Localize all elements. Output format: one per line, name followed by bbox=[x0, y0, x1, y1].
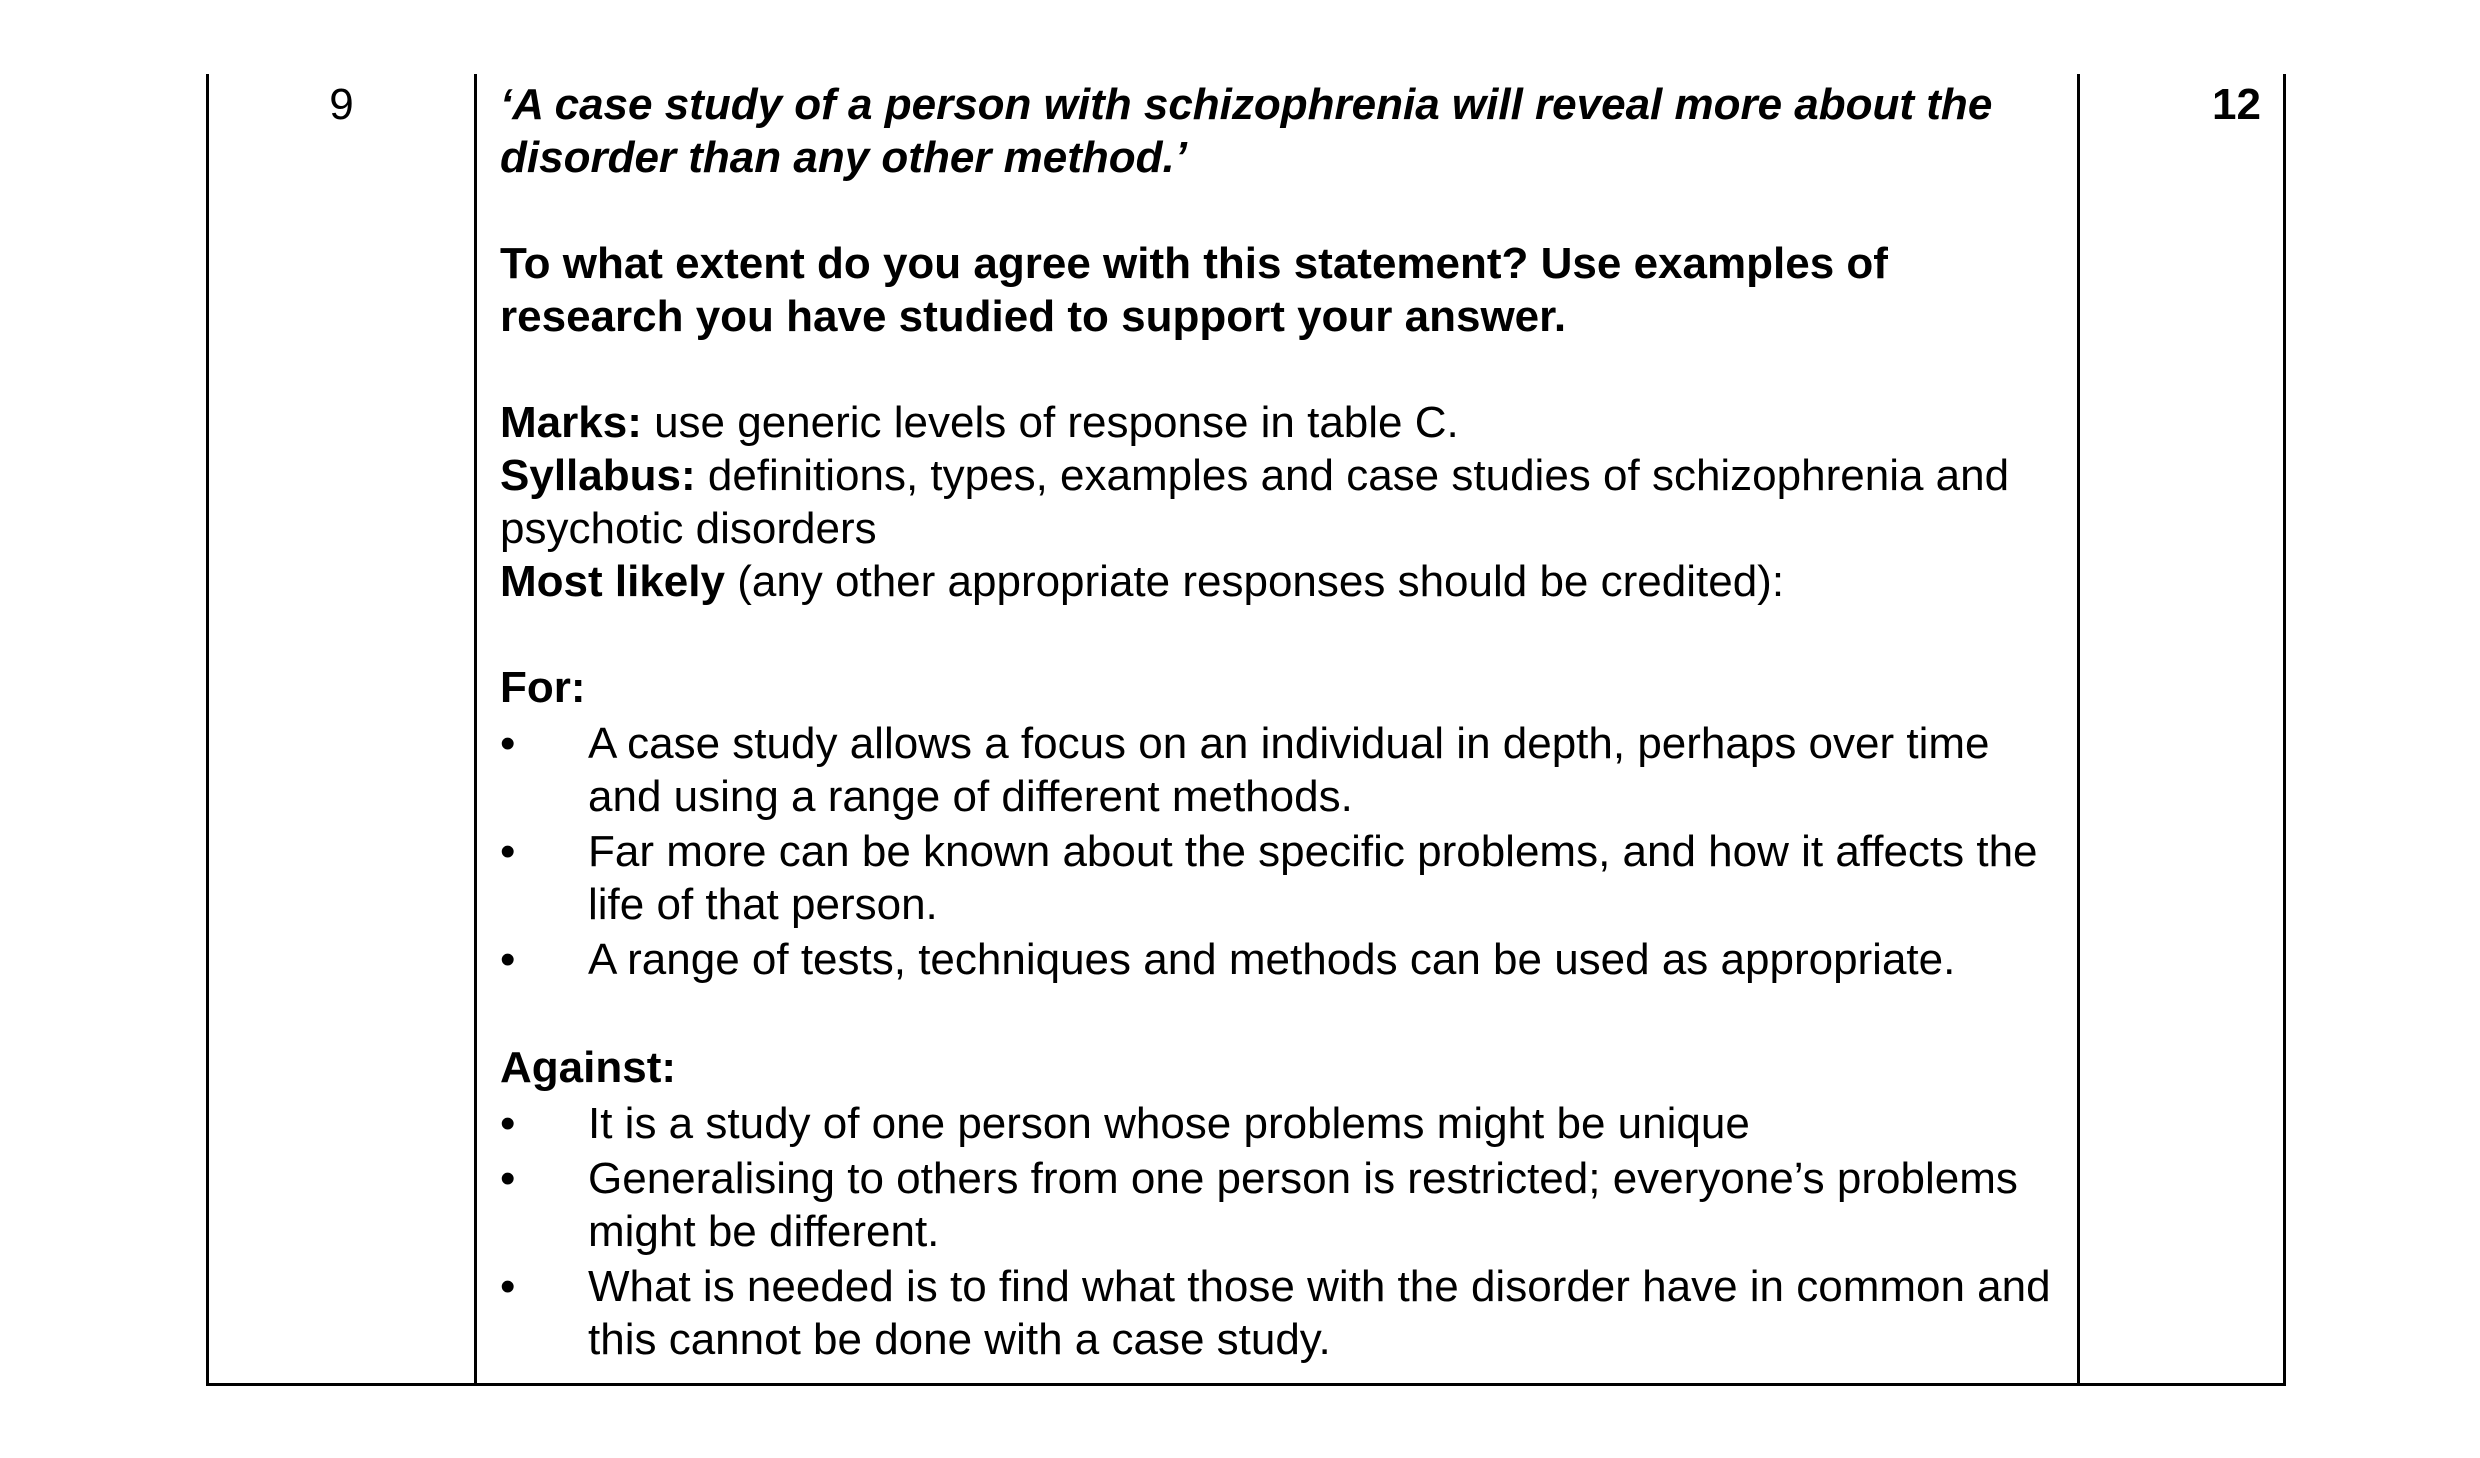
list-item bbox=[500, 1097, 2070, 1150]
syllabus-text: definitions, types, examples and case studies of schizophrenia and psychotic disorders bbox=[500, 451, 2010, 553]
list-item bbox=[500, 825, 2070, 931]
syllabus-line bbox=[500, 449, 2070, 555]
for-heading: For: bbox=[500, 663, 586, 712]
list-item bbox=[500, 1152, 2070, 1258]
total-marks: 12 bbox=[2212, 80, 2261, 129]
bullet-icon: • bbox=[500, 935, 516, 984]
column-divider bbox=[474, 74, 477, 1383]
most-likely-label: Most likely bbox=[500, 557, 725, 606]
most-likely-line bbox=[500, 555, 2070, 608]
bullet-icon: • bbox=[500, 1262, 516, 1311]
bullet-icon: • bbox=[500, 719, 516, 768]
for-list bbox=[500, 717, 2070, 986]
list-item bbox=[500, 717, 2070, 823]
most-likely-text: (any other appropriate responses should be credited): bbox=[724, 557, 1785, 606]
column-divider bbox=[2077, 74, 2080, 1383]
bullet-icon: • bbox=[500, 1099, 516, 1148]
list-item bbox=[500, 933, 2070, 986]
marks-label: Marks: bbox=[500, 398, 642, 447]
list-item-text: Generalising to others from one person is restricted; everyone’s problems might be different. bbox=[588, 1154, 2018, 1256]
syllabus-label: Syllabus: bbox=[500, 451, 696, 500]
spacer bbox=[500, 608, 2070, 661]
marks-text: use generic levels of response in table C. bbox=[641, 398, 1459, 447]
list-item-text: What is needed is to find what those with the disorder have in common and this cannot be done with a case study. bbox=[588, 1262, 2051, 1364]
question-quote: ‘A case study of a person with schizophrenia will reveal more about the disorder than any other method.’ bbox=[500, 80, 1993, 182]
question-prompt: To what extent do you agree with this statement? Use examples of research you have studied to support your answer. bbox=[500, 239, 1888, 341]
list-item-text: It is a study of one person whose problems might be unique bbox=[588, 1099, 1750, 1148]
bullet-icon: • bbox=[500, 827, 516, 876]
list-item bbox=[500, 1260, 2070, 1366]
list-item-text: A case study allows a focus on an individual in depth, perhaps over time and using a range of different methods. bbox=[588, 719, 1990, 821]
against-list bbox=[500, 1097, 2070, 1366]
bullet-icon: • bbox=[500, 1154, 516, 1203]
question-number: 9 bbox=[329, 80, 354, 129]
spacer bbox=[500, 988, 2070, 1041]
mark-scheme-table bbox=[206, 74, 2286, 1386]
list-item-text: Far more can be known about the specific problems, and how it affects the life of that person. bbox=[588, 827, 2038, 929]
against-heading: Against: bbox=[500, 1043, 676, 1092]
list-item-text: A range of tests, techniques and methods can be used as appropriate. bbox=[588, 935, 1956, 984]
spacer bbox=[500, 343, 2070, 396]
answer-content bbox=[500, 78, 2070, 1368]
marks-line bbox=[500, 396, 2070, 449]
